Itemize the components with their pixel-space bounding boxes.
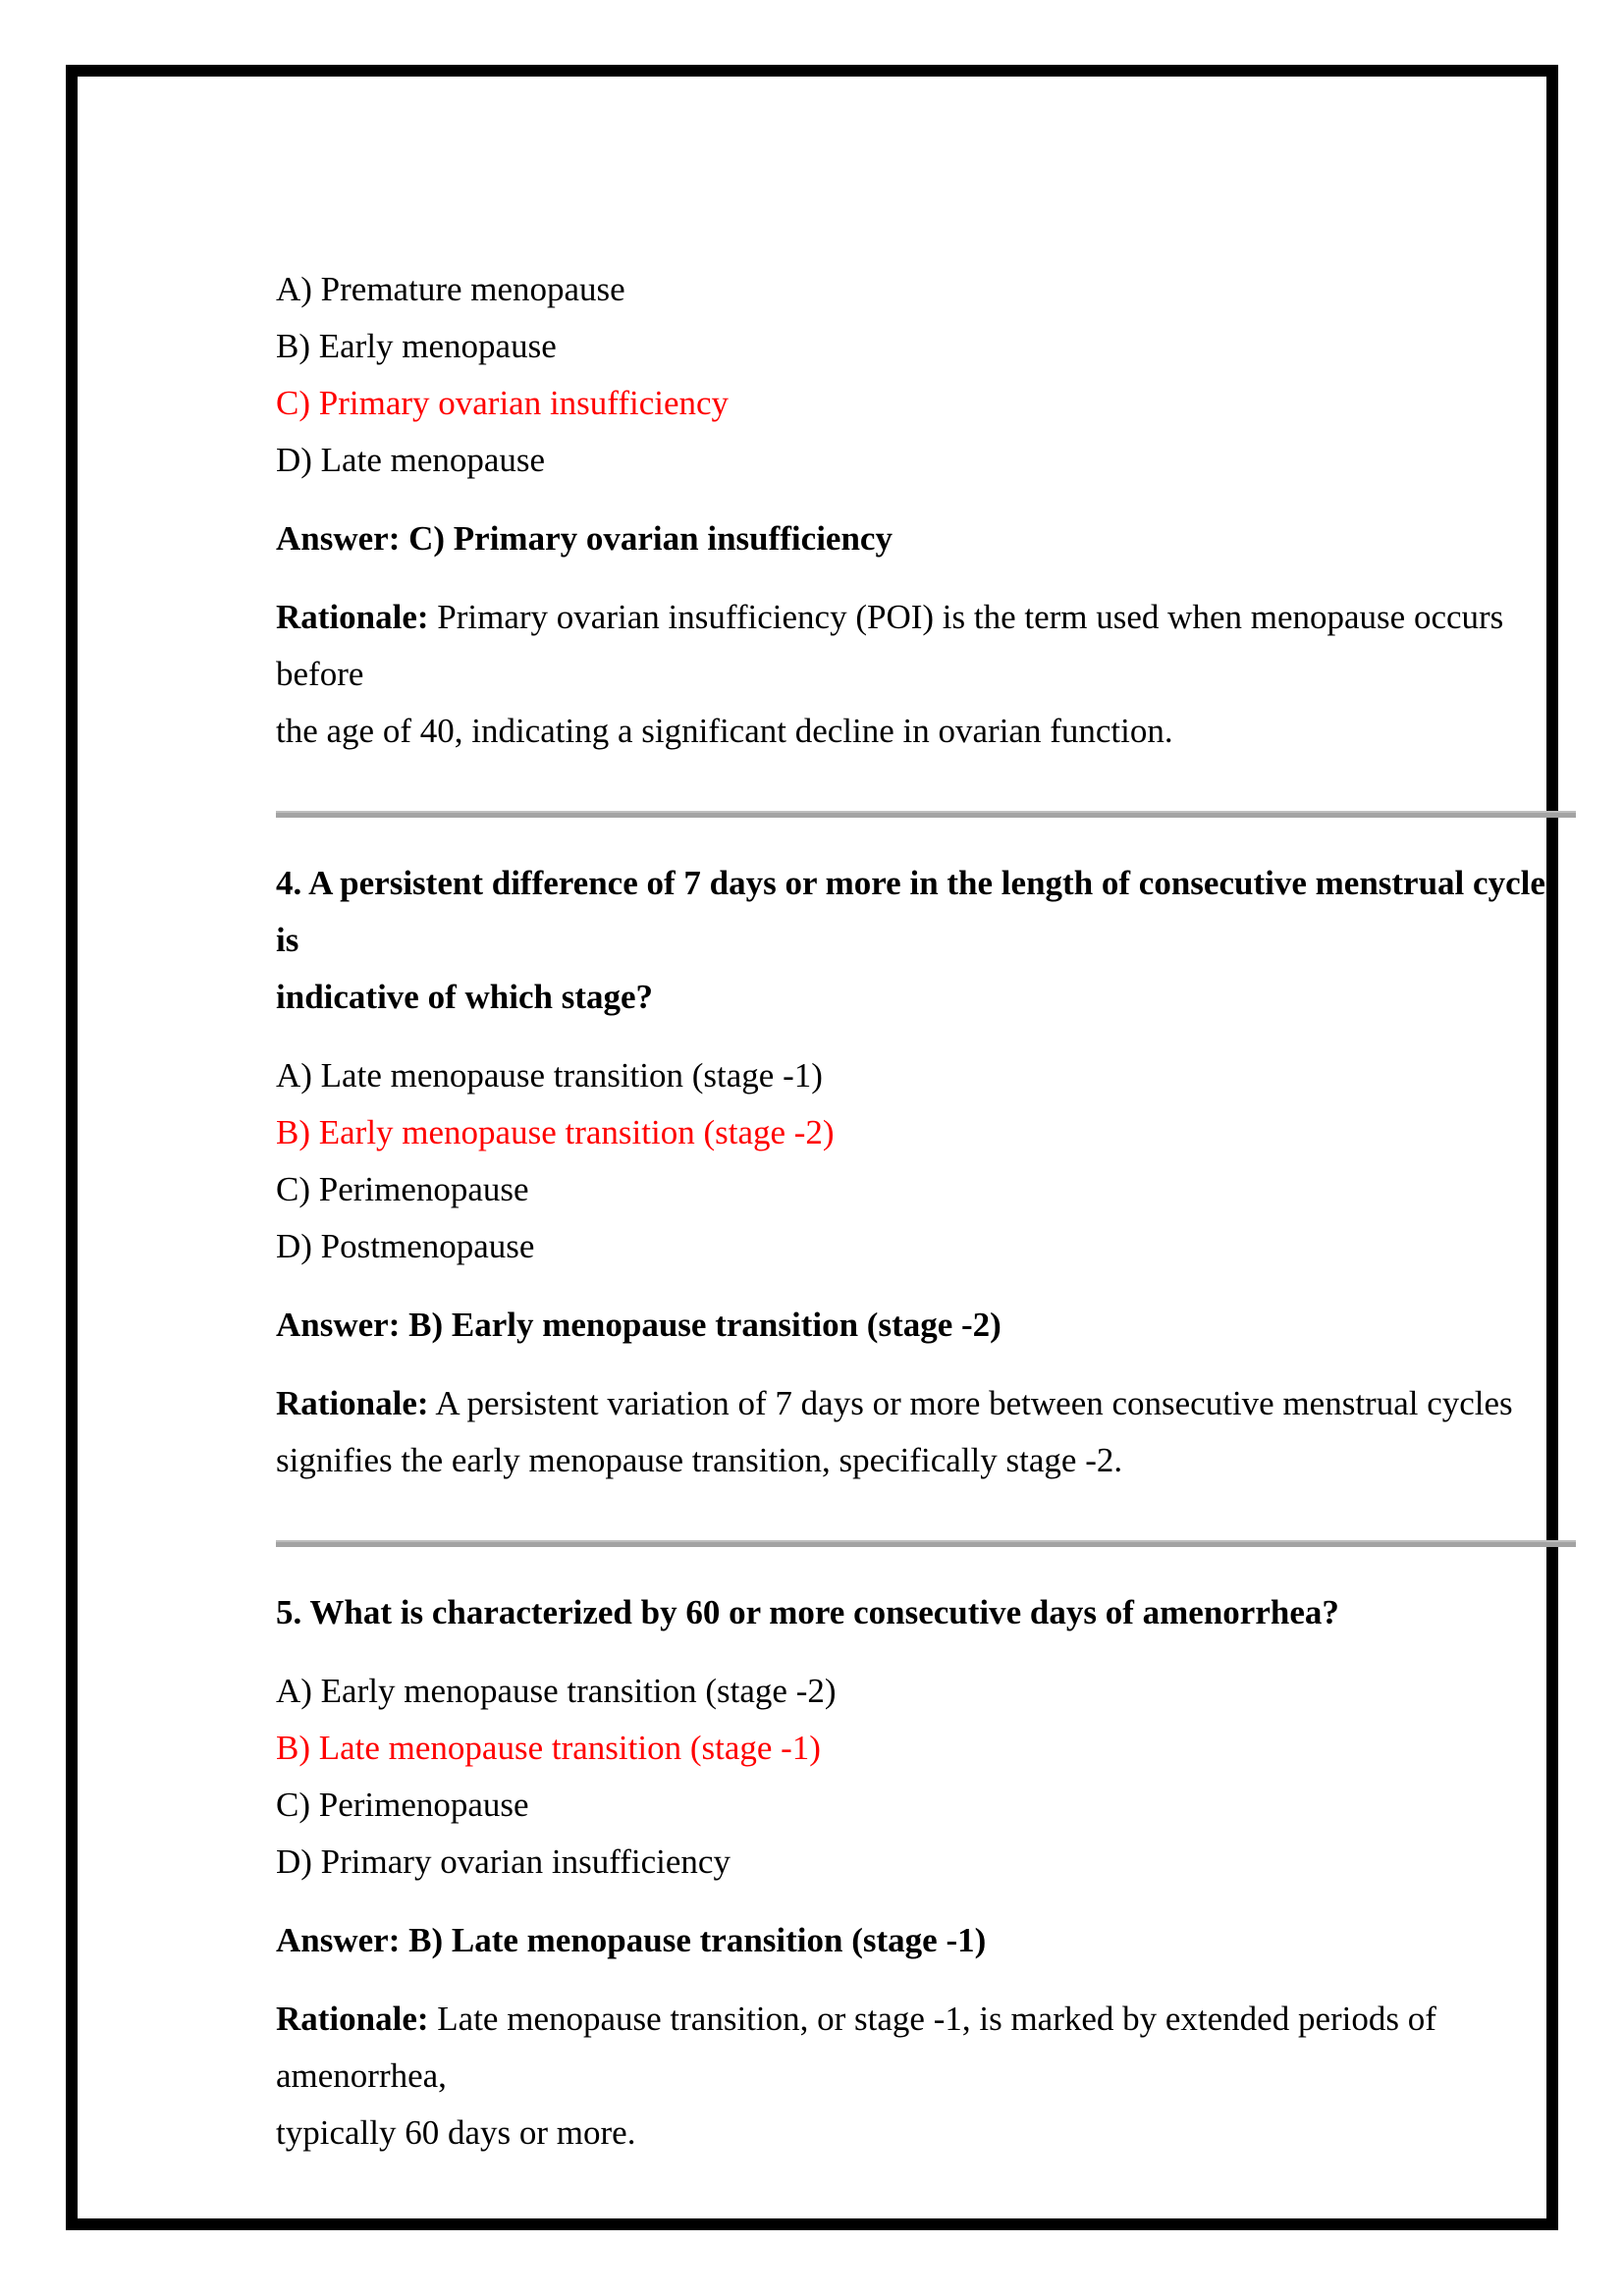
rationale-line-1 (276, 589, 1576, 703)
rationale-paragraph (276, 1375, 1576, 1489)
option-c-highlighted: C) Primary ovarian insufficiency (276, 384, 730, 422)
section-divider (276, 811, 1576, 818)
rationale-text: Primary ovarian insufficiency (POI) is the term used when menopause occurs before (276, 598, 1504, 693)
option-d: D) Primary ovarian insufficiency (276, 1842, 731, 1881)
rationale-paragraph (276, 1991, 1576, 2162)
question-title-line-1: 5. What is characterized by 60 or more consecutive days of amenorrhea? (276, 1593, 1339, 1631)
answer-line: Answer: B) Early menopause transition (stage -2) (276, 1306, 1001, 1344)
rationale-paragraph (276, 589, 1576, 760)
options-list (276, 1663, 1576, 1891)
rationale-label: Rationale: (276, 598, 429, 636)
option-c: C) Perimenopause (276, 1786, 529, 1824)
rationale-text: A persistent variation of 7 days or more between consecutive menstrual cycles (435, 1384, 1513, 1422)
option-b-highlighted: B) Late menopause transition (stage -1) (276, 1729, 821, 1767)
answer-line: Answer: B) Late menopause transition (stage -1) (276, 1921, 987, 1959)
rationale-text: Late menopause transition, or stage -1, is marked by extended periods of amenorrhea, (276, 2000, 1436, 2095)
option-d: D) Late menopause (276, 441, 546, 479)
question-title (276, 1584, 1576, 1641)
question-title-line-2: indicative of which stage? (276, 978, 654, 1016)
question-block (276, 261, 1576, 760)
question-title-line-1: 4. A persistent difference of 7 days or more in the length of consecutive menstrual cycles is (276, 864, 1559, 959)
rationale-label: Rationale: (276, 1384, 429, 1422)
rationale-line-2: the age of 40, indicating a significant decline in ovarian function. (276, 712, 1173, 750)
rationale-line-2: typically 60 days or more. (276, 2113, 636, 2152)
option-b: B) Early menopause (276, 327, 557, 365)
rationale-line-2: signifies the early menopause transition, specifically stage -2. (276, 1441, 1123, 1479)
options-list (276, 261, 1576, 489)
question-title (276, 855, 1576, 1026)
question-block (276, 855, 1576, 1489)
answer-line: Answer: C) Primary ovarian insufficiency (276, 519, 893, 558)
option-c: C) Perimenopause (276, 1170, 529, 1208)
rationale-line-1 (276, 1375, 1576, 1432)
question-block (276, 1584, 1576, 2162)
option-a: A) Early menopause transition (stage -2) (276, 1672, 837, 1710)
option-b-highlighted: B) Early menopause transition (stage -2) (276, 1113, 835, 1151)
option-a: A) Late menopause transition (stage -1) (276, 1056, 823, 1095)
rationale-line-1 (276, 1991, 1576, 2105)
option-a: A) Premature menopause (276, 270, 625, 308)
page-content (276, 261, 1576, 2162)
page-frame (66, 65, 1558, 2230)
section-divider (276, 1540, 1576, 1547)
option-d: D) Postmenopause (276, 1227, 535, 1265)
options-list (276, 1047, 1576, 1275)
rationale-label: Rationale: (276, 2000, 429, 2038)
